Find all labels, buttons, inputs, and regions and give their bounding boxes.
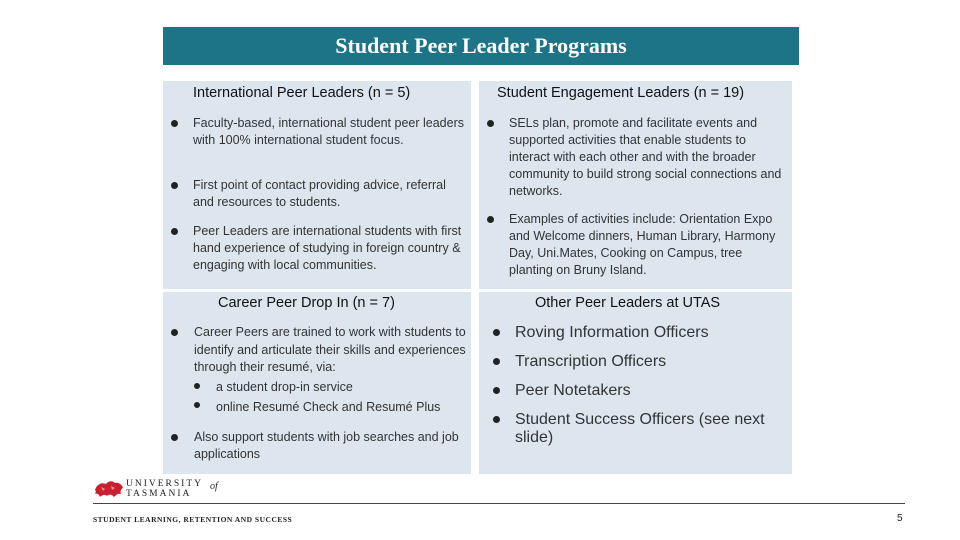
bullet-icon — [487, 120, 494, 127]
logo-wordmark: UNIVERSITY TASMANIA — [126, 479, 203, 499]
footer-text: STUDENT LEARNING, RETENTION AND SUCCESS — [93, 515, 293, 524]
box-heading: Student Engagement Leaders (n = 19) — [497, 85, 745, 101]
list-item: Peer Leaders are international students with first hand experience of studying in foreign country & engaging with local communities. — [171, 223, 469, 274]
page-number: 5 — [897, 513, 903, 524]
list-item: Also support students with job searches and job applications — [171, 429, 461, 463]
bullet-icon — [493, 358, 500, 365]
student-engagement-leaders-box — [479, 81, 792, 289]
bullet-icon — [487, 216, 494, 223]
footer-divider — [93, 503, 905, 504]
other-peer-leaders-box — [479, 292, 792, 474]
bullet-icon — [493, 387, 500, 394]
list-item: Transcription Officers — [493, 353, 789, 371]
bullet-icon — [171, 329, 178, 336]
lion-crest-icon — [93, 478, 125, 500]
bullet-icon — [194, 383, 200, 389]
sub-list-item: online Resumé Check and Resumé Plus — [194, 397, 469, 418]
box-heading: Other Peer Leaders at UTAS — [535, 295, 721, 311]
title-banner — [163, 27, 799, 65]
university-logo: UNIVERSITY TASMANIA of — [93, 478, 233, 502]
list-item: Roving Information Officers — [493, 324, 789, 342]
international-peer-leaders-box — [163, 81, 471, 289]
list-item: Faculty-based, international student peer leaders with 100% international student focus. — [171, 115, 467, 149]
bullet-icon — [493, 329, 500, 336]
box-heading: Career Peer Drop In (n = 7) — [218, 295, 395, 311]
list-item: Student Success Officers (see next slide) — [493, 411, 789, 447]
box-heading: International Peer Leaders (n = 5) — [193, 85, 411, 101]
bullet-icon — [194, 402, 200, 408]
sub-list-item: a student drop-in service — [194, 378, 469, 397]
bullet-icon — [171, 182, 178, 189]
bullet-icon — [493, 416, 500, 423]
bullet-icon — [171, 228, 178, 235]
list-item: Career Peers are trained to work with students to identify and articulate their skills and experiences through their resumé, via: a student drop-in service online Resumé Check and Resumé Plus — [171, 324, 469, 418]
career-peer-drop-in-box — [163, 292, 471, 474]
list-item: First point of contact providing advice, referral and resources to students. — [171, 177, 467, 211]
bullet-icon — [171, 434, 178, 441]
list-item: Examples of activities include: Orientation Expo and Welcome dinners, Human Library, Harmony Day, Uni.Mates, Cooking on Campus, tree planting on Bruny Island. — [487, 211, 789, 279]
bullet-icon — [171, 120, 178, 127]
list-item: SELs plan, promote and facilitate events and supported activities that enable students to interact with each other and with the broader community to build strong social connections and networks. — [487, 115, 789, 200]
page-title: Student Peer Leader Programs — [335, 33, 627, 58]
list-item: Peer Notetakers — [493, 382, 789, 400]
